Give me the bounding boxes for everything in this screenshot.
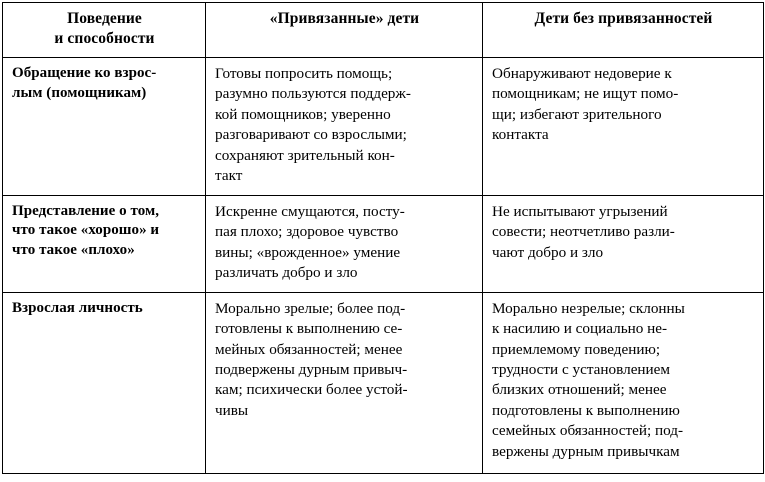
row-label-adults-helpers [3, 58, 206, 196]
cell-line: совести; неотчетливо разли- [492, 223, 675, 241]
table-row [3, 195, 764, 292]
cell-attached-good-and-bad [206, 195, 483, 292]
cell-line: помощникам; не ищут помо- [492, 85, 679, 103]
table-row [3, 58, 764, 196]
column-header-line: Поведение [67, 10, 142, 27]
cell-line: подвержены дурным привыч- [215, 360, 408, 378]
cell-line: Морально зрелые; более под- [215, 299, 406, 317]
cell-line: щи; избегают зрительного [492, 105, 662, 123]
cell-line: приемлемому поведению; [492, 340, 661, 358]
cell-line: мейных обязанностей; менее [215, 340, 403, 358]
cell-unattached-adults-helpers [483, 58, 764, 196]
row-label-line: Представление о том, [12, 202, 160, 219]
column-header-behavior-abilities [3, 3, 206, 58]
row-label-line: что такое «плохо» [12, 241, 135, 258]
cell-line: семейных обязанностей; под- [492, 422, 684, 440]
table-row [3, 292, 764, 473]
column-header-attached-children [206, 3, 483, 58]
cell-line: подготовлены к выполнению [492, 401, 680, 419]
cell-line: пая плохо; здоровое чувство [215, 223, 399, 241]
cell-line: к насилию и социально не- [492, 320, 668, 338]
header-row [3, 3, 764, 58]
cell-attached-adult-personality [206, 292, 483, 473]
column-header-line: Дети без привязанностей [534, 10, 713, 27]
cell-line: контакта [492, 126, 549, 144]
row-label-line: Обращение ко взрос- [12, 65, 157, 81]
cell-line: разумно пользуются поддерж- [215, 85, 411, 103]
cell-line: вины; «врожденное» умение [215, 243, 401, 261]
row-label-line: Взрослая личность [12, 299, 143, 316]
row-label-line: лым (помощникам) [12, 84, 147, 101]
cell-line: различать добро и зло [215, 263, 358, 281]
table-header [3, 3, 764, 58]
cell-line: сохраняют зрительный кон- [215, 146, 395, 164]
column-header-line: и способности [54, 29, 155, 47]
cell-line: Готовы попросить помощь; [215, 65, 393, 82]
cell-line: Обнаруживают недоверие к [492, 65, 672, 82]
cell-line: такт [215, 167, 243, 185]
cell-line: вержены дурным привычкам [492, 442, 680, 460]
cell-unattached-adult-personality [483, 292, 764, 473]
table-body [3, 58, 764, 474]
cell-line: Не испытывают угрызений [492, 202, 668, 220]
row-label-adult-personality [3, 292, 206, 473]
cell-line: чивы [215, 401, 249, 419]
cell-line: Искренне смущаются, посту- [215, 202, 405, 220]
cell-line: Морально незрелые; склонны [492, 299, 685, 317]
cell-line: близких отношений; менее [492, 381, 667, 399]
cell-line: разговаривают со взрослыми; [215, 126, 407, 144]
cell-unattached-good-and-bad [483, 195, 764, 292]
cell-line: чают добро и зло [492, 243, 604, 261]
cell-attached-adults-helpers [206, 58, 483, 196]
cell-line: кам; психически более устой- [215, 381, 408, 399]
row-label-line: что такое «хорошо» и [12, 222, 160, 239]
column-header-line: «Привязанные» дети [269, 10, 420, 27]
cell-line: готовлены к выполнению се- [215, 320, 403, 338]
comparison-table [2, 2, 764, 474]
column-header-unattached-children [483, 3, 764, 58]
cell-line: кой помощников; уверенно [215, 105, 391, 123]
row-label-good-and-bad [3, 195, 206, 292]
cell-line: трудности с установлением [492, 360, 671, 378]
